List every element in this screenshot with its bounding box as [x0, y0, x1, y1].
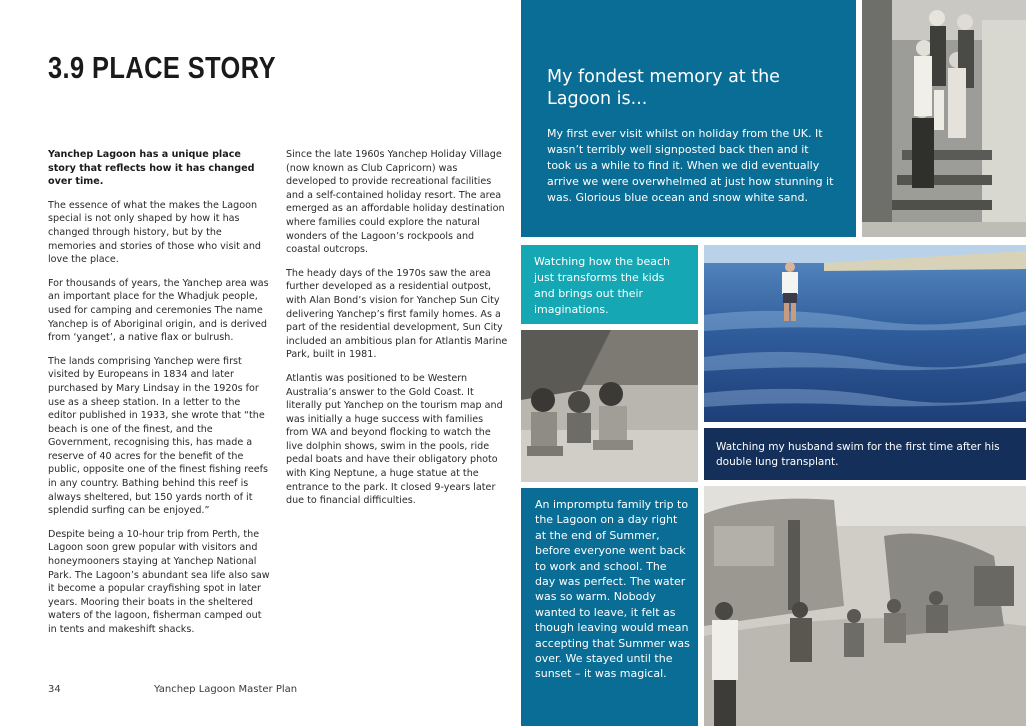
- text-column-1: [48, 148, 270, 647]
- text-column-2: [286, 148, 508, 518]
- body-paragraph: Atlantis was positioned to be Western Australia’s answer to the Gold Coast. It literally put Yanchep on the tourism map and was initially a huge success with families from WA and beyond flocking to watch the live dolphin shows, swim in the pools, ride pedal boats and have their obligatory photo with King Neptune, a huge statue at the entrance to the park. It closed 9-years later due to financial difficulties.: [286, 372, 503, 507]
- body-paragraph: For thousands of years, the Yanchep area was an important place for the Whadjuk people, used for camping and ceremonies The name Yanchep is of Aboriginal origin, and is derived from ‘yanget’, a native flax or bulrush.: [48, 277, 269, 344]
- memory-text-blue: An impromptu family trip to the Lagoon on a day right at the end of Summer, before everyone went back to work and school. The day was perfect. The water was so warm. Nobody wanted to leave, it felt as though leaving would mean accepting that Summer was over. We stayed until the sunset – it was magical.: [535, 498, 690, 681]
- page-number: 34: [48, 684, 61, 695]
- body-paragraph: Despite being a 10-hour trip from Perth, the Lagoon soon grew popular with visitors and honeymooners staying at Yanchep National Park. The Lagoon’s abundant sea life also saw it become a popular crayfishing spot in later years. Mooring their boats in the sheltered waters of the lagoon, fisherman camped out in tents and makeshift shacks.: [48, 528, 270, 635]
- memory-panel-main: [521, 0, 856, 237]
- memory-text-main: My first ever visit whilst on holiday from the UK. It wasn’t terribly well signposted back then and it took us a while to find it. When we did eventually arrive we were overwhelmed at just how stunning it was. Glorious blue ocean and snow white sand.: [547, 127, 834, 204]
- man-wading-in-lagoon-photo: [704, 245, 1026, 422]
- memory-text-navy: Watching my husband swim for the first time after his double lung transplant.: [716, 441, 1000, 468]
- memory-panel-blue: [521, 488, 698, 726]
- memory-panel-teal: [521, 245, 698, 324]
- memory-heading: My fondest memory at the Lagoon is...: [547, 67, 780, 109]
- body-paragraph: Since the late 1960s Yanchep Holiday Village (now known as Club Capricorn) was developed to provide recreational facilities and a self-contained holiday resort. The area emerged as an affordable holiday destination where families could explore the natural wonders of the Lagoon’s rockpools and coastal outcrops.: [286, 149, 505, 256]
- intro-paragraph: Yanchep Lagoon has a unique place story that reflects how it has changed over time.: [48, 149, 255, 188]
- document-title: Yanchep Lagoon Master Plan: [154, 684, 298, 695]
- body-paragraph: The essence of what the makes the Lagoon special is not only shaped by how it has changed through history, but by the memories and stories of those who visit and love the place.: [48, 199, 261, 266]
- page-title: 3.9 PLACE STORY: [48, 50, 276, 85]
- body-paragraph: The lands comprising Yanchep were first visited by Europeans in 1834 and later purchased by Mary Lindsay in the 1920s for use as a sheep station. In a letter to the editor published in 1933, she wrote that “the beach is one of the finest, and the Government, recognising this, has made a reserve of 40 acres for the benefit of the public, opposite one of the finest fishing reefs in any country. Bathing behind this reef is always sheltered, but 150 yards north of it splendid surfing can be enjoyed.”: [48, 355, 269, 517]
- children-on-beach-photo: [521, 330, 698, 482]
- memory-panel-navy: [704, 428, 1026, 480]
- family-on-steps-photo: [862, 0, 1026, 237]
- memory-text-teal: Watching how the beach just transforms the kids and brings out their imaginations.: [534, 255, 671, 316]
- body-paragraph: The heady days of the 1970s saw the area further developed as a residential outpost, with Alan Bond’s vision for Yanchep Sun City delivering Yanchep’s first family homes. As a part of the residential development, Sun City included an ambitious plan for Atlantis Marine Park, built in 1981.: [286, 267, 508, 361]
- caravan-beach-camp-photo: [704, 486, 1026, 726]
